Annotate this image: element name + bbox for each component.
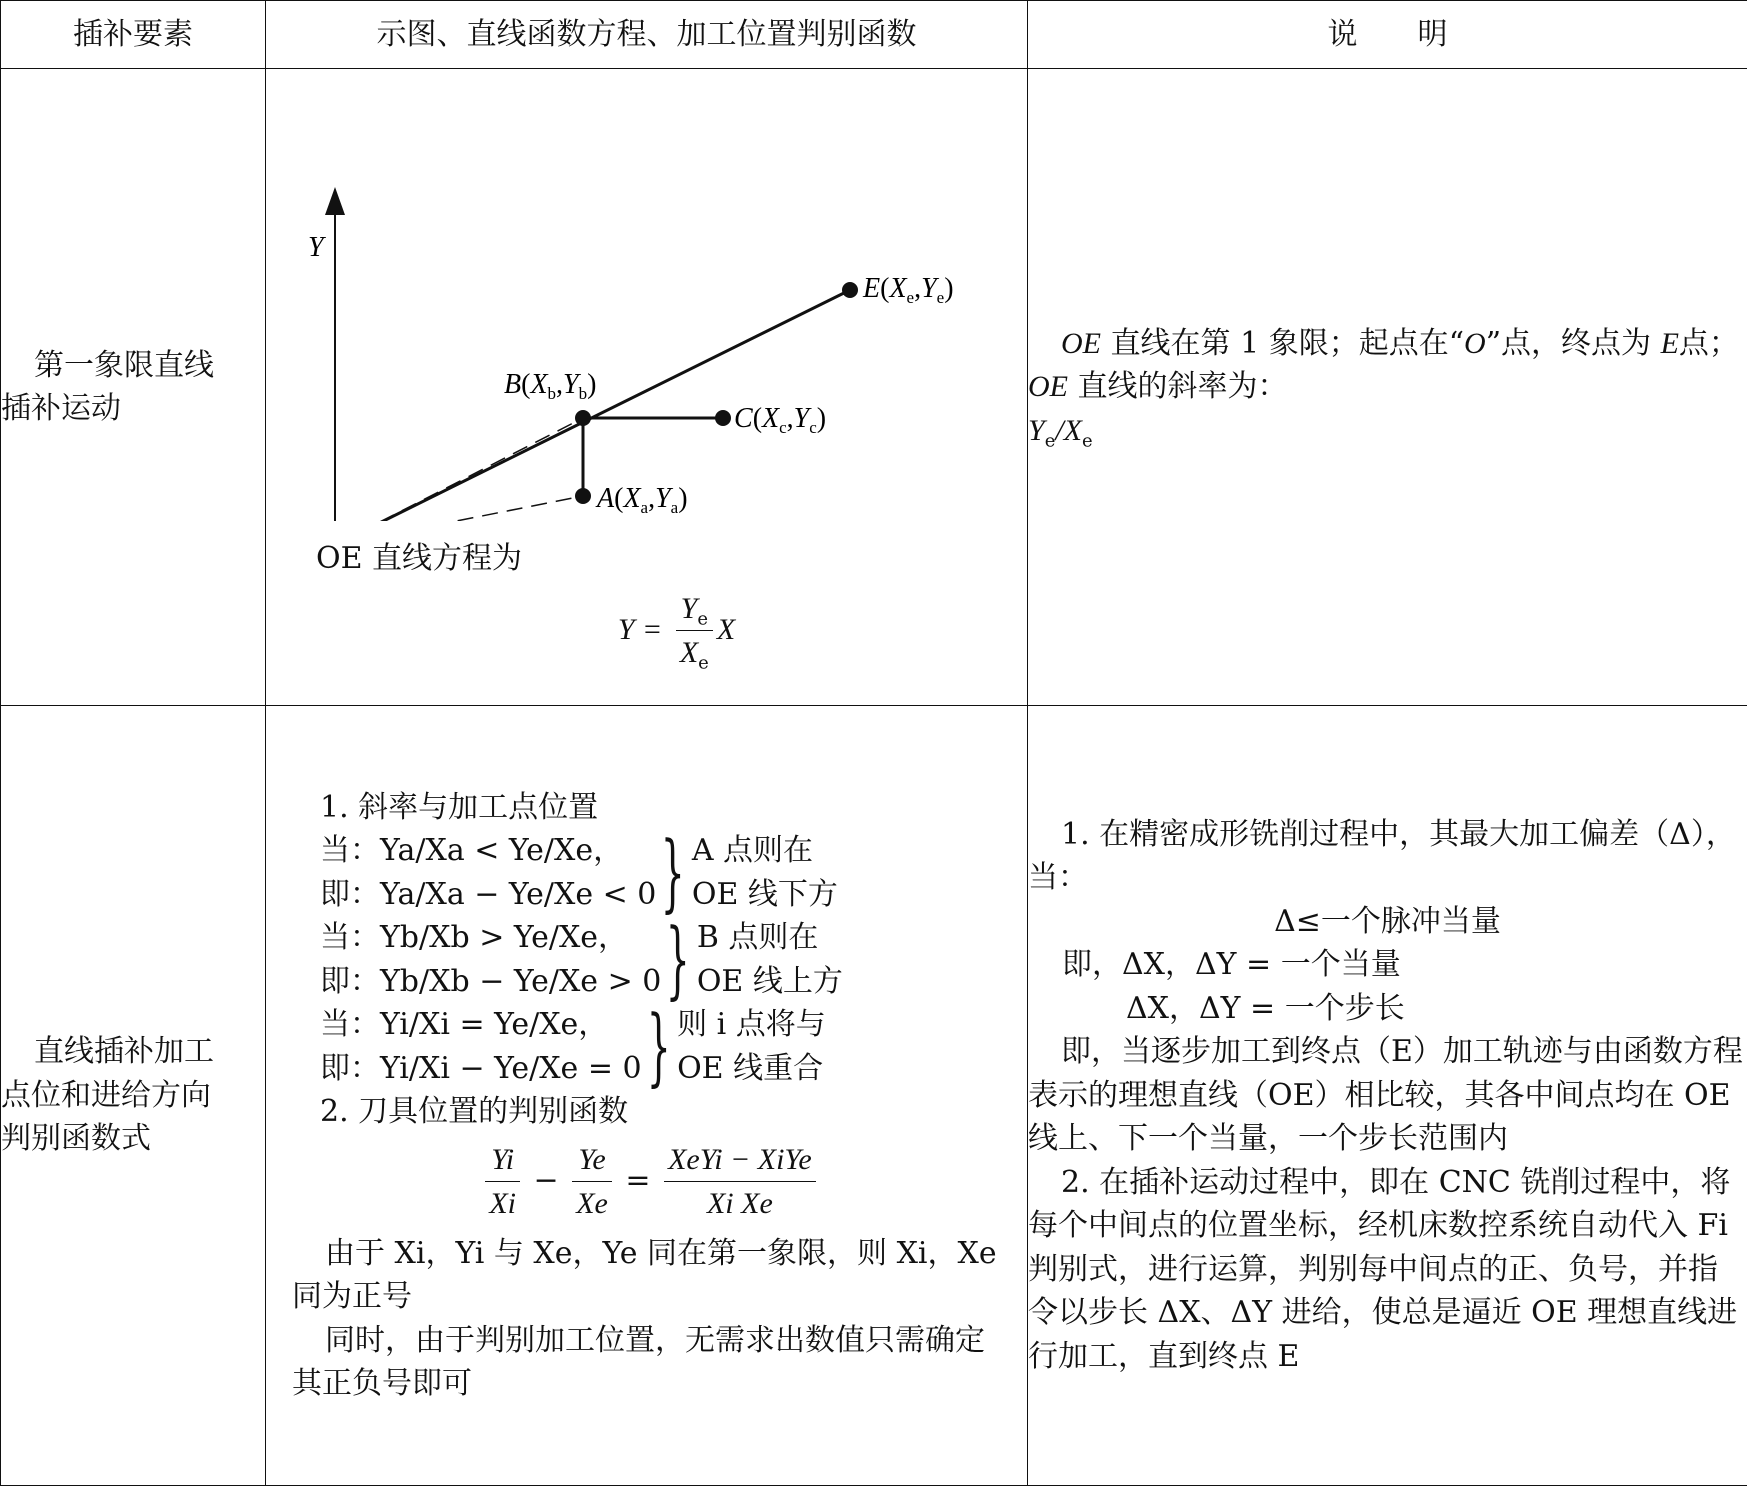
condition-group-b	[292, 916, 1009, 1003]
desc-item1: 1. 在精密成形铣削过程中，其最大加工偏差（Δ），当：	[1028, 813, 1747, 900]
quadrant-diagram	[266, 121, 1028, 521]
desc-delta-equivalent: 即，ΔX，ΔY = 一个当量	[1028, 943, 1747, 987]
eq-num: Y	[681, 592, 698, 625]
cond-a-result1: A 点则在	[692, 829, 838, 873]
formula-minus: −	[534, 1163, 559, 1198]
row1-description	[1028, 69, 1747, 706]
eq-fraction	[676, 587, 713, 675]
eq-num-sub: e	[697, 608, 708, 629]
formula-num3: XeYi − XiYe	[664, 1138, 816, 1183]
desc-delta-condition: Δ≤一个脉冲当量	[1028, 900, 1747, 944]
ob-dashed-line	[335, 418, 583, 521]
row2-label-line2: 点位和进给方向	[1, 1074, 265, 1118]
point-e-label: $E(X_e,Y_e)$	[862, 273, 954, 307]
brace-i: }	[646, 1013, 670, 1080]
formula-num2: Ye	[572, 1138, 612, 1183]
formula-frac2	[572, 1138, 612, 1226]
header-col2: 示图、直线函数方程、加工位置判别函数	[266, 1, 1028, 69]
formula-den3: Xi Xe	[664, 1182, 816, 1226]
cond-b-result1: B 点则在	[697, 916, 843, 960]
cond-b-line2: 即：Yb/Xb − Ye/Xe > 0	[320, 960, 661, 1004]
desc-item2: 2. 在插补运动过程中，即在 CNC 铣削过程中，将每个中间点的位置坐标，经机床数控系统自动代入 Fi 判别式，进行运算，判别每中间点的正、负号，并指令以步长 ΔX、ΔY 进给，使总是逼近 OE 理想直线进行加工，直到终点 E	[1028, 1161, 1747, 1379]
cond-b-result2: OE 线上方	[697, 960, 843, 1004]
desc-delta-step: ΔX，ΔY = 一个步长	[1028, 987, 1747, 1031]
cond-a-line2: 即：Ya/Xa − Ye/Xe < 0	[320, 873, 656, 917]
point-b-label: $B(X_b,Y_b)$	[504, 369, 596, 403]
formula-den1: Xi	[485, 1182, 520, 1226]
formula-frac1	[485, 1138, 520, 1226]
cond-i-result1: 则 i 点将与	[677, 1003, 826, 1047]
brace-b: }	[666, 926, 690, 993]
section2-title: 2. 刀具位置的判别函数	[292, 1090, 1009, 1134]
brace-a: }	[661, 839, 685, 906]
row-judgment-function	[1, 706, 1747, 1486]
row1-desc-slope: $Y_e/X_e$	[1028, 409, 1747, 453]
judgment-formula	[292, 1138, 1009, 1226]
eq-den-sub: e	[698, 652, 709, 673]
row1-label	[1, 69, 266, 706]
point-e-marker	[842, 282, 858, 298]
cond-i-line1: 当：Yi/Xi = Ye/Xe，	[320, 1003, 642, 1047]
point-a-marker	[575, 488, 591, 504]
point-c-label: $C(X_c,Y_c)$	[734, 403, 826, 437]
row1-label-line2: 插补运动	[1, 387, 265, 431]
cond-i-result2: OE 线重合	[677, 1047, 826, 1091]
formula-frac3	[664, 1138, 816, 1226]
condition-group-i	[292, 1003, 1009, 1090]
eq-rhs: X	[717, 613, 735, 646]
point-b-marker	[575, 410, 591, 426]
desc-comparison: 即，当逐步加工到终点（E）加工轨迹与由函数方程表示的理想直线（OE）相比较，其各中间点均在 OE 线上、下一个当量，一个步长范围内	[1028, 1030, 1747, 1161]
row1-label-line1: 第一象限直线	[1, 344, 265, 388]
condition-group-a	[292, 829, 1009, 916]
oe-equation	[266, 587, 1027, 675]
point-c-marker	[715, 410, 731, 426]
point-a-label: $A(X_a,Y_a)$	[595, 483, 688, 517]
row2-label-line3: 判别函数式	[1, 1117, 265, 1161]
row1-desc-line1: OE 直线在第 1 象限；起点在“O”点，终点为 E点；OE 直线的斜率为：	[1028, 322, 1747, 409]
oa-dashed-line	[335, 496, 583, 521]
header-row	[1, 1, 1747, 69]
formula-den2: Xe	[572, 1182, 612, 1226]
eq-lhs: Y =	[618, 613, 662, 646]
formula-num1: Yi	[485, 1138, 520, 1183]
eq-intro: OE 直线方程为	[266, 537, 1027, 581]
header-col1: 插补要素	[1, 1, 266, 69]
row-first-quadrant	[1, 69, 1747, 706]
header-col3: 说 明	[1028, 1, 1747, 69]
formula-equals: =	[625, 1163, 650, 1198]
formula-paragraph1: 由于 Xi，Yi 与 Xe，Ye 同在第一象限，则 Xi，Xe 同为正号	[292, 1232, 1009, 1319]
section1-title: 1. 斜率与加工点位置	[292, 786, 1009, 830]
eq-den: X	[680, 636, 698, 669]
cond-a-line1: 当：Ya/Xa < Ye/Xe，	[320, 829, 656, 873]
cond-b-line1: 当：Yb/Xb > Ye/Xe，	[320, 916, 661, 960]
cond-i-line2: 即：Yi/Xi − Ye/Xe = 0	[320, 1047, 642, 1091]
diagram	[266, 121, 1027, 521]
cond-a-result2: OE 线下方	[692, 873, 838, 917]
row2-label	[1, 706, 266, 1486]
row1-diagram-cell	[266, 69, 1028, 706]
row2-description	[1028, 706, 1747, 1486]
row2-formula-cell	[266, 706, 1028, 1486]
axis-y-label: Y	[308, 232, 327, 263]
formula-paragraph2: 同时，由于判别加工位置，无需求出数值只需确定其正负号即可	[292, 1319, 1009, 1406]
row2-label-line1: 直线插补加工	[1, 1030, 265, 1074]
